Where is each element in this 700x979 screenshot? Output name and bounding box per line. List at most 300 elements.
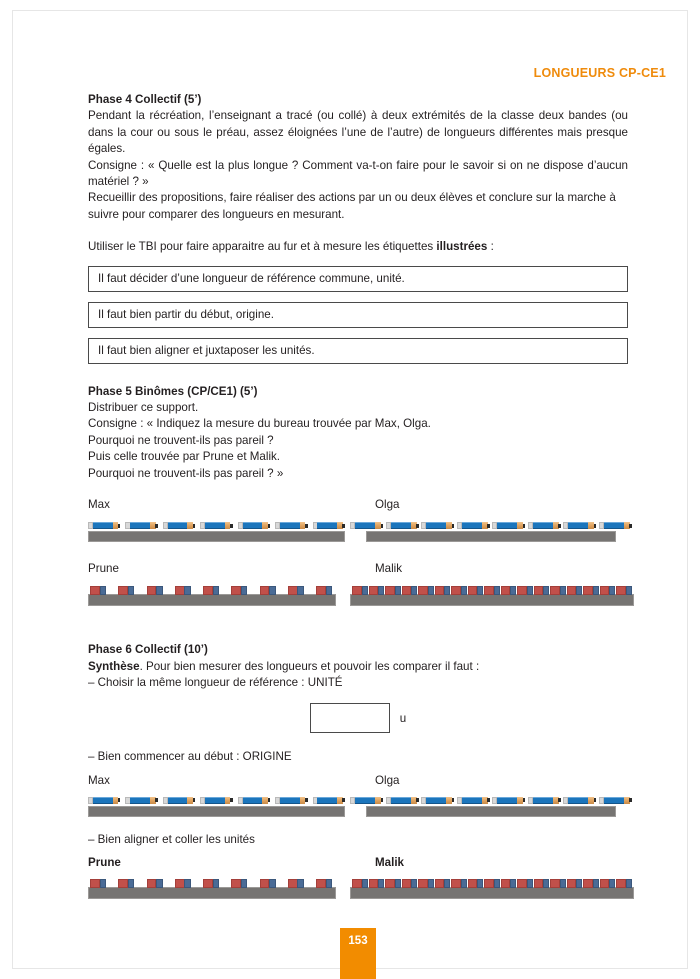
pencil-graphite-point xyxy=(342,798,345,802)
phase6-figure-group-aligner xyxy=(88,856,628,906)
pencil-graphite-point xyxy=(416,524,419,528)
eraser-block-icon xyxy=(231,879,247,888)
eraser-red-half xyxy=(316,586,326,595)
pencil-body xyxy=(317,797,337,804)
pencil-icon xyxy=(275,521,307,530)
pencil-body xyxy=(568,797,589,804)
eraser-red-half xyxy=(352,879,362,888)
pencil-graphite-point xyxy=(487,524,490,528)
reference-bar xyxy=(88,531,345,542)
eraser-blue-half xyxy=(593,879,599,888)
eraser-block-icon xyxy=(316,586,332,595)
pencil-icon xyxy=(563,521,597,530)
phase6-synthese-label: Synthèse xyxy=(88,659,140,673)
eraser-blue-half xyxy=(100,586,106,595)
eraser-block-icon xyxy=(517,879,533,888)
eraser-blue-half xyxy=(543,586,549,595)
pencil-graphite-point xyxy=(118,798,121,802)
pencil-graphite-point xyxy=(629,524,632,528)
pencil-icon xyxy=(563,796,597,805)
eraser-block-icon xyxy=(175,586,191,595)
eraser-block-icon xyxy=(260,879,276,888)
page-border-right xyxy=(687,10,688,968)
pencil-icon xyxy=(163,521,195,530)
eraser-red-half xyxy=(484,879,494,888)
eraser-blue-half xyxy=(609,879,615,888)
eraser-red-half xyxy=(231,879,241,888)
eraser-red-half xyxy=(567,586,577,595)
page-border-left xyxy=(12,10,13,968)
eraser-block-icon xyxy=(567,879,583,888)
eraser-red-half xyxy=(451,586,461,595)
eraser-blue-half xyxy=(326,879,332,888)
tbi-instruction-before: Utiliser le TBI pour faire apparaitre au fur et à mesure les étiquettes xyxy=(88,240,437,254)
tbi-instruction xyxy=(88,239,628,255)
eraser-blue-half xyxy=(213,586,219,595)
pencil-body xyxy=(426,522,447,529)
eraser-block-icon xyxy=(534,879,550,888)
page-border-top xyxy=(12,10,688,11)
eraser-blue-half xyxy=(477,879,483,888)
eraser-block-icon xyxy=(567,586,583,595)
eraser-red-half xyxy=(90,879,100,888)
pencil-icon xyxy=(599,521,633,530)
eraser-blue-half xyxy=(477,586,483,595)
eraser-red-half xyxy=(203,586,213,595)
eraser-block-icon xyxy=(484,586,500,595)
pencil-body xyxy=(93,522,113,529)
eraser-blue-half xyxy=(461,586,467,595)
figure-label-olga-2: Olga xyxy=(375,773,400,787)
pencil-graphite-point xyxy=(268,524,271,528)
eraser-red-half xyxy=(90,586,100,595)
eraser-red-half xyxy=(316,879,326,888)
eraser-red-half xyxy=(451,879,461,888)
pencil-icon xyxy=(350,521,384,530)
pencil-icon xyxy=(386,796,420,805)
phase5-line-2: Consigne : « Indiquez la mesure du bureau trouvée par Max, Olga. xyxy=(88,417,431,431)
pencil-body xyxy=(243,797,263,804)
phase5-figure-group-pencils xyxy=(88,498,628,550)
pencil-body xyxy=(391,797,412,804)
eraser-block-icon xyxy=(288,586,304,595)
measure-strip-olga-2 xyxy=(350,795,640,819)
eraser-red-half xyxy=(402,879,412,888)
pencil-icon xyxy=(238,796,270,805)
reference-bar xyxy=(88,806,345,817)
eraser-blue-half xyxy=(494,879,500,888)
eraser-red-half xyxy=(567,879,577,888)
pencil-icon xyxy=(350,796,384,805)
pencil-icon xyxy=(125,796,157,805)
eraser-blue-half xyxy=(269,586,275,595)
phase5-line-1: Distribuer ce support. xyxy=(88,401,199,415)
pencil-body xyxy=(205,797,225,804)
eraser-block-icon xyxy=(402,879,418,888)
etiquette-box-aligner xyxy=(88,338,628,364)
eraser-blue-half xyxy=(326,586,332,595)
eraser-block-icon xyxy=(616,586,632,595)
eraser-blue-half xyxy=(411,879,417,888)
pencil-body xyxy=(355,797,376,804)
pencil-graphite-point xyxy=(523,524,526,528)
eraser-red-half xyxy=(260,586,270,595)
eraser-block-icon xyxy=(616,879,632,888)
eraser-blue-half xyxy=(626,879,632,888)
measure-strip-prune xyxy=(88,584,350,608)
pencil-icon xyxy=(528,796,562,805)
eraser-red-half xyxy=(118,879,128,888)
eraser-block-icon xyxy=(583,879,599,888)
pencil-body xyxy=(93,797,113,804)
eraser-red-half xyxy=(616,586,626,595)
eraser-red-half xyxy=(175,586,185,595)
pencil-graphite-point xyxy=(342,524,345,528)
eraser-block-icon xyxy=(385,879,401,888)
eraser-red-half xyxy=(501,879,511,888)
eraser-block-icon xyxy=(550,879,566,888)
pencil-body xyxy=(426,797,447,804)
eraser-block-icon xyxy=(352,586,368,595)
pencil-graphite-point xyxy=(558,798,561,802)
reference-bar xyxy=(88,594,336,606)
eraser-red-half xyxy=(550,586,560,595)
eraser-red-half xyxy=(288,879,298,888)
pencil-graphite-point xyxy=(381,524,384,528)
pencil-graphite-point xyxy=(118,524,121,528)
pencil-graphite-point xyxy=(594,798,597,802)
etiquette-box-origine xyxy=(88,302,628,328)
pencil-graphite-point xyxy=(305,798,308,802)
eraser-block-icon xyxy=(484,879,500,888)
figure-label-malik: Malik xyxy=(375,562,403,576)
eraser-block-icon xyxy=(203,879,219,888)
eraser-block-icon xyxy=(468,879,484,888)
phase5-line-4: Puis celle trouvée par Prune et Malik. xyxy=(88,450,281,464)
eraser-red-half xyxy=(484,586,494,595)
eraser-blue-half xyxy=(395,586,401,595)
eraser-blue-half xyxy=(510,879,516,888)
pencil-graphite-point xyxy=(268,798,271,802)
pencil-body xyxy=(130,797,150,804)
eraser-blue-half xyxy=(593,586,599,595)
pencil-body xyxy=(604,797,625,804)
eraser-blue-half xyxy=(362,879,368,888)
eraser-blue-half xyxy=(184,879,190,888)
eraser-blue-half xyxy=(184,586,190,595)
pencil-body xyxy=(568,522,589,529)
eraser-blue-half xyxy=(609,586,615,595)
phase6-synthese-text: . Pour bien mesurer des longueurs et pouvoir les comparer il faut : xyxy=(139,659,480,673)
figure-label-olga: Olga xyxy=(375,498,400,512)
eraser-block-icon xyxy=(203,586,219,595)
eraser-block-icon xyxy=(231,586,247,595)
tbi-instruction-emphasis: illustrées xyxy=(436,240,488,254)
pencil-graphite-point xyxy=(155,798,158,802)
eraser-blue-half xyxy=(378,879,384,888)
pencil-graphite-point xyxy=(629,798,632,802)
pencil-body xyxy=(168,797,188,804)
pencil-icon xyxy=(386,521,420,530)
phase6-rule-aligner: – Bien aligner et coller les unités xyxy=(88,832,255,846)
eraser-red-half xyxy=(501,586,511,595)
pencil-body xyxy=(243,522,263,529)
eraser-block-icon xyxy=(600,879,616,888)
phase6-figure-group-origine xyxy=(88,774,628,824)
eraser-block-icon xyxy=(90,879,106,888)
eraser-block-icon xyxy=(385,586,401,595)
eraser-block-icon xyxy=(550,586,566,595)
eraser-blue-half xyxy=(100,879,106,888)
document-content xyxy=(88,92,628,906)
eraser-red-half xyxy=(147,586,157,595)
pencil-body xyxy=(497,522,518,529)
running-head: LONGUEURS CP-CE1 xyxy=(533,66,666,80)
figure-label-prune: Prune xyxy=(88,562,119,576)
eraser-red-half xyxy=(468,586,478,595)
eraser-red-half xyxy=(435,586,445,595)
pencil-graphite-point xyxy=(558,524,561,528)
eraser-red-half xyxy=(616,879,626,888)
eraser-red-half xyxy=(118,586,128,595)
pencil-icon xyxy=(492,521,526,530)
etiquette-text-aligner: Il faut bien aligner et juxtaposer les unités. xyxy=(98,344,315,358)
pencil-graphite-point xyxy=(230,524,233,528)
pencil-graphite-point xyxy=(594,524,597,528)
pencil-body xyxy=(317,522,337,529)
unit-answer-box[interactable] xyxy=(310,703,390,733)
eraser-red-half xyxy=(288,586,298,595)
pencil-body xyxy=(205,522,225,529)
pencil-graphite-point xyxy=(487,798,490,802)
eraser-blue-half xyxy=(241,879,247,888)
eraser-block-icon xyxy=(352,879,368,888)
eraser-red-half xyxy=(369,879,379,888)
eraser-red-half xyxy=(203,879,213,888)
etiquette-box-unite xyxy=(88,266,628,292)
figure-label-malik-2: Malik xyxy=(375,856,404,870)
eraser-block-icon xyxy=(435,586,451,595)
pencil-body xyxy=(280,522,300,529)
etiquette-text-origine: Il faut bien partir du début, origine. xyxy=(98,308,274,322)
phase6-rule-origine: – Bien commencer au début : ORIGINE xyxy=(88,750,292,764)
eraser-red-half xyxy=(517,586,527,595)
phase5-line-3: Pourquoi ne trouvent-ils pas pareil ? xyxy=(88,433,274,447)
eraser-block-icon xyxy=(451,879,467,888)
unit-box-row xyxy=(88,703,628,733)
eraser-block-icon xyxy=(435,879,451,888)
eraser-red-half xyxy=(231,586,241,595)
pencil-body xyxy=(533,797,554,804)
etiquette-text-unite: Il faut décider d’une longueur de référence commune, unité. xyxy=(98,272,405,286)
phase4-heading: Phase 4 Collectif (5’) xyxy=(88,93,202,106)
pencil-icon xyxy=(457,796,491,805)
measure-strip-max-2 xyxy=(88,795,350,819)
eraser-blue-half xyxy=(213,879,219,888)
reference-bar xyxy=(350,594,634,606)
pencil-icon xyxy=(200,521,232,530)
phase6-rule-unite: – Choisir la même longueur de référence : UNITÉ xyxy=(88,675,343,689)
pencil-icon xyxy=(313,521,345,530)
eraser-block-icon xyxy=(501,879,517,888)
eraser-red-half xyxy=(600,586,610,595)
phase6-synthese xyxy=(88,659,628,675)
eraser-blue-half xyxy=(543,879,549,888)
eraser-block-icon xyxy=(288,879,304,888)
eraser-block-icon xyxy=(118,879,134,888)
eraser-block-icon xyxy=(147,586,163,595)
eraser-red-half xyxy=(260,879,270,888)
measure-strip-malik-2 xyxy=(350,877,640,901)
eraser-red-half xyxy=(550,879,560,888)
eraser-block-icon xyxy=(468,586,484,595)
pencil-body xyxy=(497,797,518,804)
eraser-blue-half xyxy=(428,879,434,888)
pencil-icon xyxy=(421,521,455,530)
measure-strip-malik xyxy=(350,584,640,608)
eraser-blue-half xyxy=(156,879,162,888)
eraser-red-half xyxy=(175,879,185,888)
eraser-blue-half xyxy=(297,879,303,888)
eraser-red-half xyxy=(385,586,395,595)
phase4-paragraph-3: Recueillir des propositions, faire réaliser des actions par un ou deux élèves et conclure sur la marche à suivre pour comparer des longueurs en mesurant. xyxy=(88,191,616,221)
figure-label-max: Max xyxy=(88,498,110,512)
reference-bar xyxy=(350,887,634,899)
figure-label-max-2: Max xyxy=(88,773,110,787)
pencil-body xyxy=(280,797,300,804)
eraser-blue-half xyxy=(444,586,450,595)
eraser-block-icon xyxy=(369,879,385,888)
pencil-icon xyxy=(88,521,120,530)
pencil-graphite-point xyxy=(452,524,455,528)
eraser-red-half xyxy=(352,586,362,595)
pencil-body xyxy=(168,522,188,529)
measure-strip-olga xyxy=(350,520,640,544)
pencil-body xyxy=(604,522,625,529)
pencil-icon xyxy=(599,796,633,805)
phase4-paragraph-2: Consigne : « Quelle est la plus longue ? Comment va-t-on faire pour le savoir si on ne dispose d’aucun matériel ? » xyxy=(88,158,628,189)
phase4-paragraph-1: Pendant la récréation, l’enseignant a tracé (ou collé) à deux extrémités de la classe deux bandes (ou dans la cour ou sous le préau, assez éloignées l’une de l’autre) de longueurs différentes mais presque égales. xyxy=(88,109,628,156)
pencil-graphite-point xyxy=(155,524,158,528)
eraser-blue-half xyxy=(297,586,303,595)
eraser-blue-half xyxy=(527,586,533,595)
phase5-heading: Phase 5 Binômes (CP/CE1) (5’) xyxy=(88,384,258,398)
unit-box-label: u xyxy=(399,711,407,725)
eraser-block-icon xyxy=(451,586,467,595)
pencil-icon xyxy=(125,521,157,530)
eraser-blue-half xyxy=(241,586,247,595)
eraser-blue-half xyxy=(560,879,566,888)
eraser-red-half xyxy=(147,879,157,888)
reference-bar xyxy=(88,887,336,899)
pencil-icon xyxy=(313,796,345,805)
pencil-graphite-point xyxy=(193,524,196,528)
eraser-red-half xyxy=(583,879,593,888)
eraser-block-icon xyxy=(402,586,418,595)
pencil-icon xyxy=(163,796,195,805)
eraser-blue-half xyxy=(494,586,500,595)
eraser-blue-half xyxy=(560,586,566,595)
pencil-icon xyxy=(238,521,270,530)
tbi-instruction-after: : xyxy=(487,240,494,254)
pencil-graphite-point xyxy=(305,524,308,528)
pencil-icon xyxy=(528,521,562,530)
eraser-block-icon xyxy=(418,586,434,595)
eraser-blue-half xyxy=(626,586,632,595)
eraser-blue-half xyxy=(510,586,516,595)
eraser-blue-half xyxy=(362,586,368,595)
eraser-blue-half xyxy=(428,586,434,595)
eraser-blue-half xyxy=(128,586,134,595)
pencil-body xyxy=(533,522,554,529)
eraser-blue-half xyxy=(156,586,162,595)
eraser-blue-half xyxy=(395,879,401,888)
pencil-body xyxy=(130,522,150,529)
eraser-blue-half xyxy=(527,879,533,888)
eraser-block-icon xyxy=(501,586,517,595)
eraser-block-icon xyxy=(418,879,434,888)
phase5-line-5: Pourquoi ne trouvent-ils pas pareil ? » xyxy=(88,466,284,480)
eraser-blue-half xyxy=(444,879,450,888)
eraser-red-half xyxy=(385,879,395,888)
pencil-icon xyxy=(88,796,120,805)
pencil-icon xyxy=(275,796,307,805)
measure-strip-max xyxy=(88,520,350,544)
pencil-graphite-point xyxy=(381,798,384,802)
eraser-blue-half xyxy=(411,586,417,595)
eraser-blue-half xyxy=(576,586,582,595)
eraser-blue-half xyxy=(128,879,134,888)
eraser-block-icon xyxy=(260,586,276,595)
eraser-red-half xyxy=(534,879,544,888)
eraser-red-half xyxy=(517,879,527,888)
reference-bar xyxy=(366,531,616,542)
pencil-body xyxy=(391,522,412,529)
eraser-block-icon xyxy=(118,586,134,595)
pencil-body xyxy=(355,522,376,529)
eraser-blue-half xyxy=(461,879,467,888)
eraser-block-icon xyxy=(147,879,163,888)
eraser-red-half xyxy=(600,879,610,888)
pencil-graphite-point xyxy=(523,798,526,802)
eraser-red-half xyxy=(402,586,412,595)
eraser-block-icon xyxy=(583,586,599,595)
eraser-blue-half xyxy=(269,879,275,888)
page-number-badge: 153 xyxy=(340,928,376,979)
eraser-blue-half xyxy=(378,586,384,595)
eraser-red-half xyxy=(418,879,428,888)
eraser-block-icon xyxy=(600,586,616,595)
phase6-heading: Phase 6 Collectif (10’) xyxy=(88,643,208,657)
pencil-icon xyxy=(200,796,232,805)
eraser-red-half xyxy=(468,879,478,888)
pencil-body xyxy=(462,797,483,804)
pencil-icon xyxy=(492,796,526,805)
pencil-graphite-point xyxy=(452,798,455,802)
eraser-block-icon xyxy=(175,879,191,888)
reference-bar xyxy=(366,806,616,817)
eraser-red-half xyxy=(435,879,445,888)
figure-label-prune-2: Prune xyxy=(88,856,121,870)
measure-strip-prune-2 xyxy=(88,877,350,901)
pencil-icon xyxy=(421,796,455,805)
eraser-red-half xyxy=(534,586,544,595)
eraser-red-half xyxy=(369,586,379,595)
pencil-graphite-point xyxy=(193,798,196,802)
pencil-body xyxy=(462,522,483,529)
eraser-block-icon xyxy=(534,586,550,595)
pencil-graphite-point xyxy=(230,798,233,802)
